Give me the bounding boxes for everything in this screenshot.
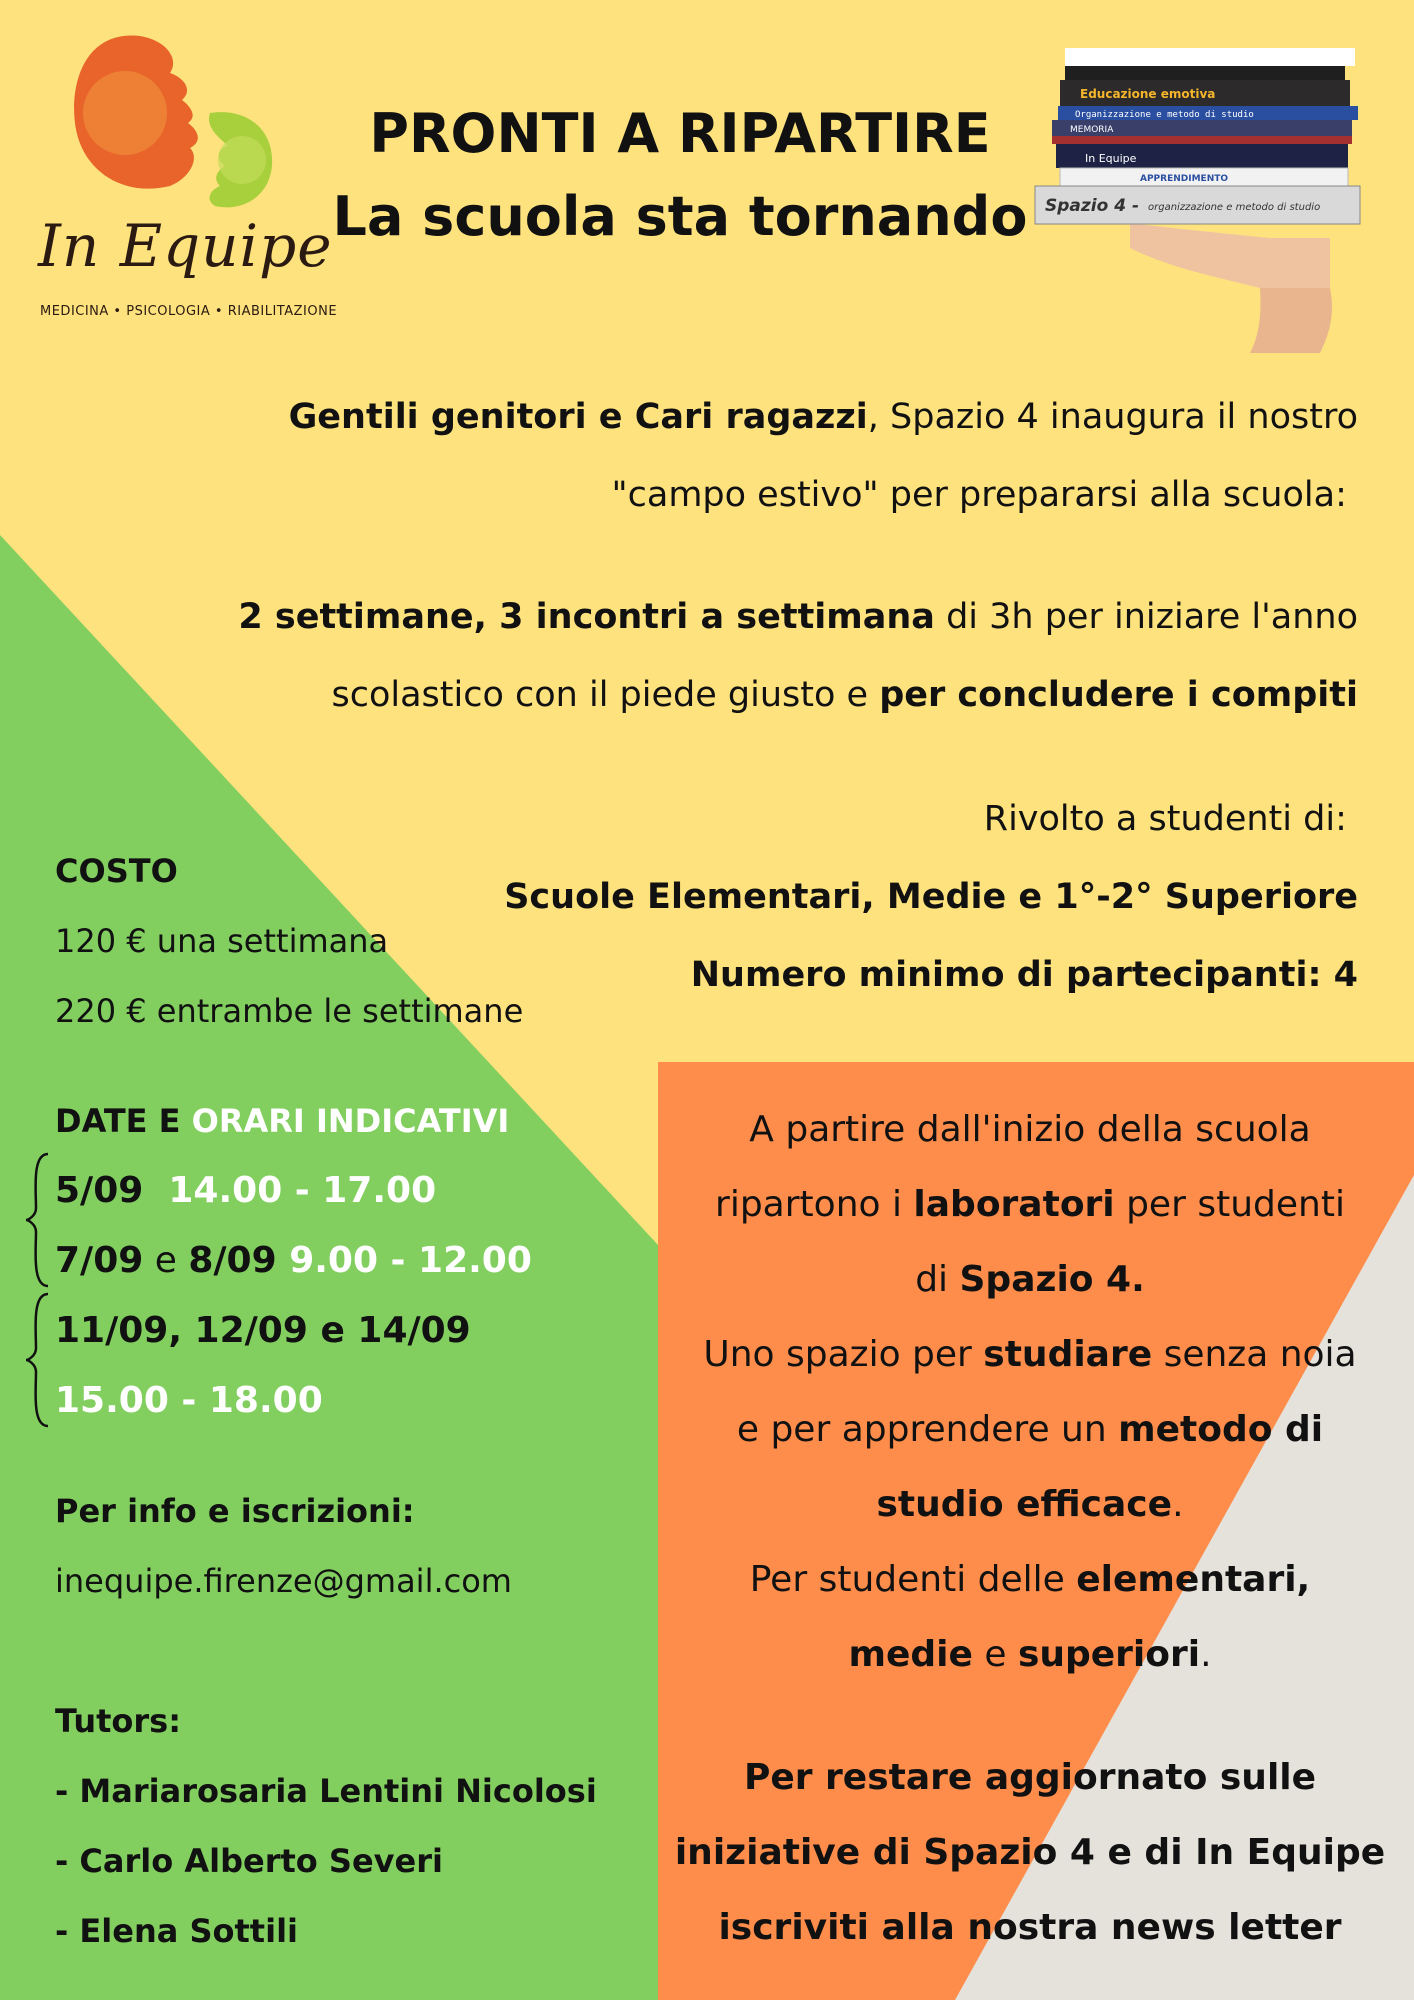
lab-line8d: . [1200, 1634, 1212, 1675]
book-title-2: Organizzazione e metodo di studio [1075, 110, 1254, 120]
brace-icon [22, 1290, 52, 1430]
lab-line4c: senza noia [1152, 1334, 1357, 1375]
lab-line7b: elementari, [1076, 1559, 1311, 1600]
target-line1: Rivolto a studenti di: [983, 799, 1347, 839]
lab-line8b: e [972, 1634, 1018, 1675]
date-2b: 8/09 [188, 1240, 277, 1281]
news-line2: iniziative di Spazio 4 e di In Equipe [674, 1832, 1386, 1873]
lab-line2c: per studenti [1114, 1184, 1345, 1225]
lab-line4b: studiare [983, 1334, 1153, 1375]
target-paragraph [358, 780, 1358, 1014]
logo-icon [30, 28, 320, 328]
dates-label-b: ORARI INDICATIVI [191, 1102, 510, 1140]
page-title: PRONTI A RIPARTIRE [369, 102, 991, 165]
intro-bold: Gentili genitori e Cari ragazzi [288, 397, 868, 437]
laboratori-paragraph [670, 1092, 1390, 1692]
lab-line3b: Spazio 4. [959, 1259, 1145, 1300]
date-2a: 7/09 [55, 1240, 144, 1281]
camp-bold1: 2 settimane, 3 incontri a settimana [238, 597, 935, 637]
time-1: 14.00 - 17.00 [168, 1170, 437, 1211]
intro-paragraph [158, 378, 1358, 534]
date-3b: 14/09 [357, 1310, 471, 1351]
brace-icon [22, 1150, 52, 1290]
newsletter-paragraph [670, 1740, 1390, 1965]
target-schools: Scuole Elementari, Medie e 1°-2° Superiore [504, 877, 1358, 917]
lab-line2b: laboratori [913, 1184, 1115, 1225]
date-row-2 [55, 1240, 532, 1281]
date-1: 5/09 [55, 1170, 144, 1211]
date-row-1 [55, 1170, 436, 1211]
info-email-link[interactable]: inequipe.firenze@gmail.com [55, 1562, 512, 1600]
camp-rest1: di 3h per iniziare l'anno [934, 597, 1358, 637]
target-min-participants: Numero minimo di partecipanti: 4 [690, 955, 1358, 995]
lab-line8c: superiori [1017, 1634, 1201, 1675]
dates-label-a: DATE E [55, 1102, 192, 1140]
news-line3: iscriviti alla nostra news letter [718, 1907, 1342, 1948]
book-title-6b: organizzazione e metodo di studio [1148, 202, 1321, 213]
book-title-6a: Spazio 4 - [1045, 196, 1140, 216]
lab-line6b: . [1172, 1484, 1184, 1525]
date-3-and: e [307, 1310, 358, 1351]
intro-rest: , Spazio 4 inaugura il nostro [867, 397, 1358, 437]
lab-line5a: e per apprendere un [736, 1409, 1119, 1450]
lab-line4a: Uno spazio per [703, 1334, 984, 1375]
book-title-4: In Equipe [1085, 152, 1137, 165]
date-row-4 [55, 1380, 323, 1421]
tutor-item: - Mariarosaria Lentini Nicolosi [55, 1772, 597, 1810]
lab-line2a: ripartono i [715, 1184, 914, 1225]
time-3: 15.00 - 18.00 [55, 1380, 323, 1421]
dates-label [55, 1102, 509, 1140]
books-stack-image [1030, 48, 1375, 353]
book-title-3: MEMORIA [1070, 125, 1114, 135]
camp-bold2: per concludere i compiti [879, 675, 1358, 715]
intro-line2: "campo estivo" per prepararsi alla scuola: [611, 475, 1347, 515]
page-subtitle: La scuola sta tornando [332, 185, 1028, 248]
news-line1: Per restare aggiornato sulle [743, 1757, 1317, 1798]
lab-line6a: studio efficace [876, 1484, 1173, 1525]
camp-paragraph [38, 578, 1358, 734]
tutor-item: - Elena Sottili [55, 1912, 298, 1950]
info-label: Per info e iscrizioni: [55, 1492, 415, 1530]
lab-line1: A partire dall'inizio della scuola [749, 1109, 1311, 1150]
lab-line8a: medie [848, 1634, 973, 1675]
costo-two-weeks: 220 € entrambe le settimane [55, 992, 524, 1030]
lab-line5b: metodo di [1118, 1409, 1324, 1450]
date-row-3 [55, 1310, 471, 1351]
time-2: 9.00 - 12.00 [289, 1240, 532, 1281]
costo-one-week: 120 € una settimana [55, 922, 389, 960]
tutor-item: - Carlo Alberto Severi [55, 1842, 443, 1880]
costo-label: COSTO [55, 852, 178, 890]
camp-line2: scolastico con il piede giusto e [331, 675, 880, 715]
logo-subtitle: MEDICINA • PSICOLOGIA • RIABILITAZIONE [40, 304, 338, 319]
tutors-label: Tutors: [55, 1702, 181, 1740]
date-2-and: e [143, 1240, 189, 1281]
book-title-1: Educazione emotiva [1080, 87, 1216, 101]
lab-line3a: di [915, 1259, 960, 1300]
date-3a: 11/09, 12/09 [55, 1310, 308, 1351]
lab-line7a: Per studenti delle [749, 1559, 1077, 1600]
book-title-5: APPRENDIMENTO [1140, 174, 1229, 184]
logo-brand: In Equipe [38, 212, 333, 280]
